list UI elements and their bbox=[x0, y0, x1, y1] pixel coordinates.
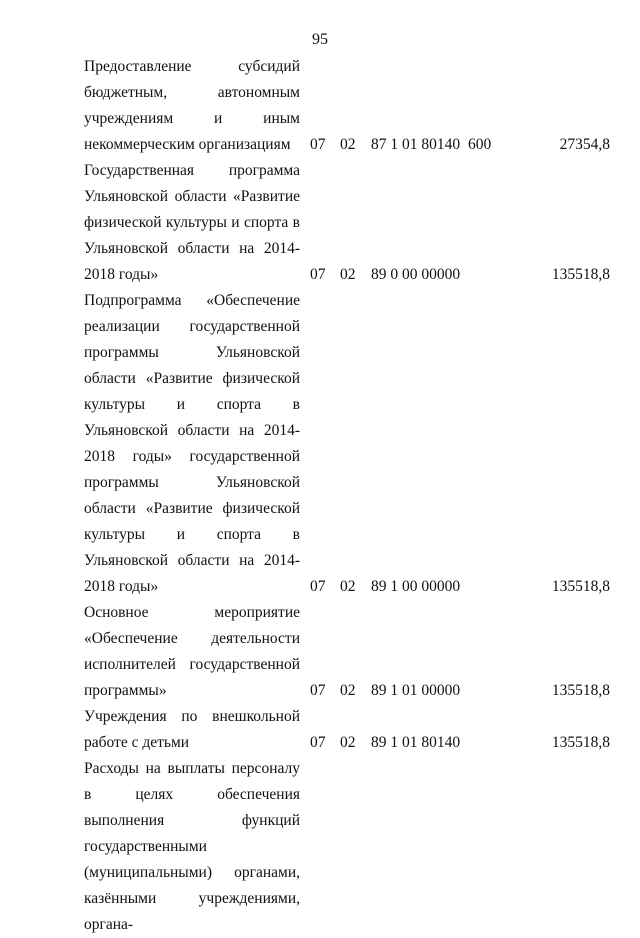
row-subsection: 02 bbox=[340, 578, 356, 595]
row-target-article: 87 1 01 80140 bbox=[371, 136, 461, 153]
table-row bbox=[84, 158, 624, 288]
table-row bbox=[84, 600, 624, 704]
row-section: 07 bbox=[310, 136, 326, 153]
row-target-article: 89 1 01 00000 bbox=[371, 682, 461, 699]
row-name: Государственная программа Ульяновской области «Развитие физической культуры и спорта в Ульяновской области на 2014-2018 годы» bbox=[84, 162, 300, 283]
row-subsection: 02 bbox=[340, 136, 356, 153]
table-row bbox=[84, 54, 624, 158]
row-section: 07 bbox=[310, 266, 326, 283]
row-amount: 135518,8 bbox=[551, 266, 610, 283]
row-section: 07 bbox=[310, 578, 326, 595]
row-subsection: 02 bbox=[340, 682, 356, 699]
row-section: 07 bbox=[310, 734, 326, 751]
row-amount: 135518,8 bbox=[551, 578, 610, 595]
row-name: Подпрограмма «Обеспечение реализации государственной программы Ульяновской области «Развитие физической культуры и спорта в Ульяновской области на 2014-2018 годы» государственной программы Ульяновской области «Развитие физической культуры и спорта в Ульяновской области на 2014-2018 годы» bbox=[84, 292, 300, 595]
row-name: Предоставление субсидий бюджетным, автономным учреждениям и иным некоммерческим организациям bbox=[84, 58, 300, 153]
row-target-article: 89 1 00 00000 bbox=[371, 578, 461, 595]
row-name: Основное мероприятие «Обеспечение деятельности исполнителей государственной программы» bbox=[84, 604, 300, 699]
row-name: Учреждения по внешкольной работе с детьми bbox=[84, 708, 300, 751]
row-amount: 135518,8 bbox=[551, 734, 610, 751]
row-section: 07 bbox=[310, 682, 326, 699]
row-amount: 135518,8 bbox=[551, 682, 610, 699]
table-row bbox=[84, 288, 624, 600]
row-subsection: 02 bbox=[340, 734, 356, 751]
table-row bbox=[84, 756, 624, 938]
row-expense-type: 600 bbox=[468, 136, 492, 153]
table-row bbox=[84, 704, 624, 756]
row-name: Расходы на выплаты персоналу в целях обеспечения выполнения функций государственными (муниципальными) органами, казёнными учреждениями, органа- bbox=[84, 760, 300, 933]
page-number: 95 bbox=[312, 31, 328, 48]
budget-table bbox=[84, 54, 624, 938]
row-target-article: 89 1 01 80140 bbox=[371, 734, 461, 751]
row-target-article: 89 0 00 00000 bbox=[371, 266, 461, 283]
row-amount: 27354,8 bbox=[559, 136, 610, 153]
row-subsection: 02 bbox=[340, 266, 356, 283]
